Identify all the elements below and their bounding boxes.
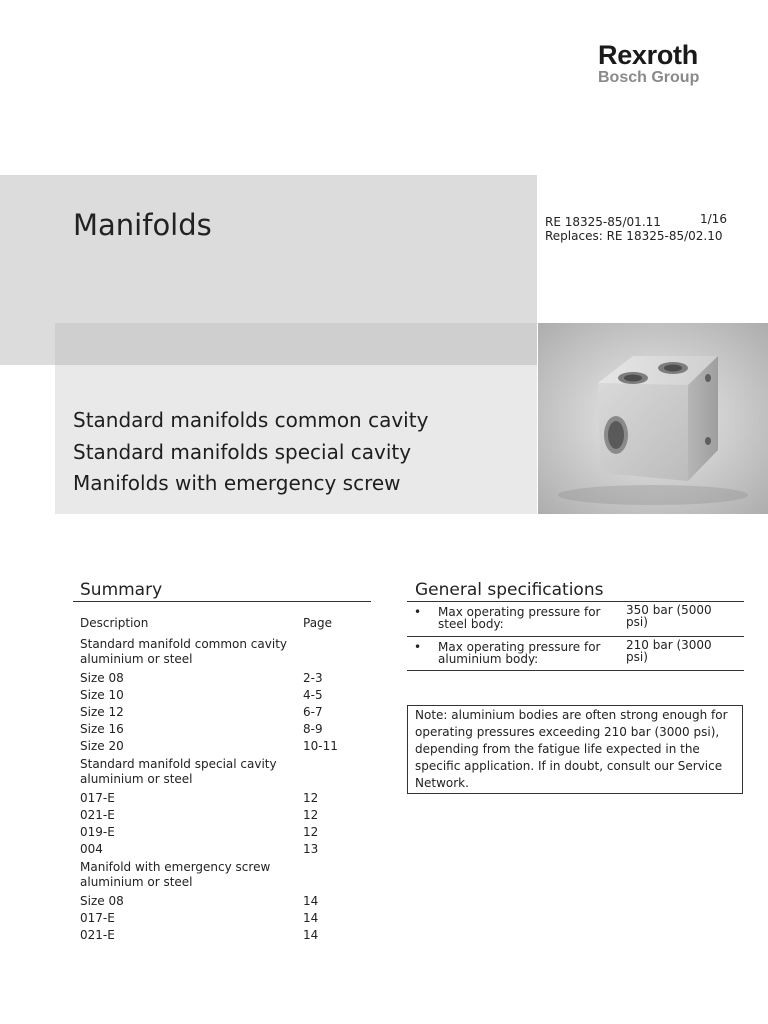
row-page: 14 [303,894,319,908]
bullet-icon: • [414,605,422,619]
ref-number: RE 18325-85/01.11 [545,215,661,229]
table-row [80,807,365,824]
note-line: depending from the fatigue life expected in the [415,742,700,756]
group-title: Manifold with emergency screw [80,860,271,874]
table-row [80,927,365,944]
spec-label: Max operating pressure for steel body: [438,605,601,631]
row-label: 017-E [80,791,115,805]
row-label: 017-E [80,911,115,925]
row-label: Size 08 [80,671,124,685]
spec-row-steel [407,602,744,637]
subtitle-item: Standard manifolds common cavity [73,408,429,432]
row-page: 12 [303,825,319,839]
bullet-icon: • [414,640,422,654]
note-line: Note: aluminium bodies are often strong enough for [415,708,728,722]
brand-group: Bosch Group [598,69,700,86]
group-title: Standard manifold special cavity [80,757,277,771]
spec-row-aluminium [407,637,744,671]
col-page-header: Page [303,616,333,630]
table-row [80,738,365,755]
spec-value: 350 bar (5000 psi) [626,603,712,629]
table-row [80,824,365,841]
table-group-row [80,635,365,670]
page-number: 1/16 [700,212,727,226]
row-label: Size 16 [80,722,124,736]
header-band-divider [55,323,537,365]
table-row [80,893,365,910]
table-row [80,687,365,704]
group-subtitle: aluminium or steel [80,875,193,889]
row-page: 12 [303,791,319,805]
row-page: 10-11 [303,739,338,753]
row-label: 021-E [80,928,115,942]
summary-table [80,615,365,944]
note-line: Network. [415,776,469,790]
row-page: 13 [303,842,319,856]
replaces-ref: Replaces: RE 18325-85/02.10 [545,229,723,243]
table-row [80,670,365,687]
row-label: 004 [80,842,103,856]
group-subtitle: aluminium or steel [80,652,193,666]
page-title: Manifolds [73,208,212,242]
table-header-row [80,615,365,635]
manifold-product-photo [538,323,768,514]
brand-logo: Rexroth [598,40,698,70]
row-page: 14 [303,911,319,925]
spec-value: 210 bar (3000 psi) [626,638,712,664]
note-box [407,705,743,794]
row-page: 6-7 [303,705,323,719]
table-row [80,704,365,721]
general-specs-heading: General specifications [415,580,604,600]
row-label: Size 10 [80,688,124,702]
subtitle-list [73,405,428,500]
row-page: 4-5 [303,688,323,702]
note-line: specific application. If in doubt, consult our Service [415,759,723,773]
subtitle-item: Standard manifolds special cavity [73,439,412,464]
row-label: 021-E [80,808,115,822]
table-row [80,721,365,738]
row-label: Size 12 [80,705,124,719]
col-description-header: Description [80,616,149,630]
subtitle-item: Manifolds with emergency screw [73,471,401,495]
group-subtitle: aluminium or steel [80,772,193,786]
row-page: 8-9 [303,722,323,736]
summary-divider [73,601,371,602]
summary-heading: Summary [80,580,163,600]
document-reference [545,215,722,243]
table-group-row [80,858,365,893]
note-line: operating pressures exceeding 210 bar (3000 psi), [415,725,720,739]
row-page: 12 [303,808,319,822]
group-title: Standard manifold common cavity [80,637,287,651]
row-label: Size 20 [80,739,124,753]
table-row [80,841,365,858]
row-page: 14 [303,928,319,942]
spec-label: Max operating pressure for aluminium body: [438,640,601,666]
row-page: 2-3 [303,671,323,685]
table-row [80,790,365,807]
row-label: Size 08 [80,894,124,908]
table-row [80,910,365,927]
table-group-row [80,755,365,790]
row-label: 019-E [80,825,115,839]
